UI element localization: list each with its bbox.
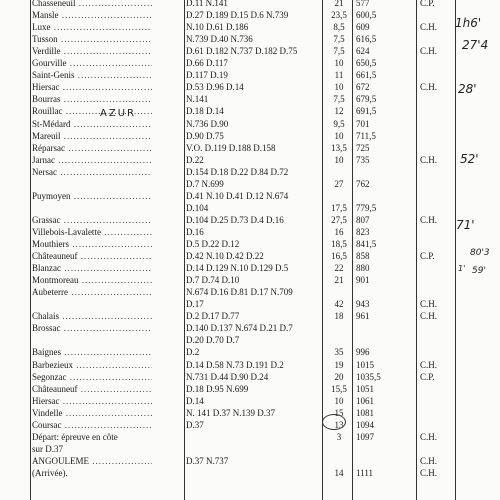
place-name: Baignes ..... — [32, 346, 152, 359]
place-name: Puymoyen ..... — [32, 190, 152, 203]
place-name: Mareuil ..... — [32, 130, 152, 143]
road-numbers: N.736 D.90 — [186, 118, 229, 129]
km-distance: 8,5 — [333, 22, 345, 33]
table-row — [0, 166, 500, 179]
place-name: Saint-Genis ..... — [32, 69, 152, 82]
place-name: Chalais ..... — [32, 310, 152, 323]
handwritten-time: 59' — [472, 266, 486, 276]
observation: C.P. — [420, 0, 435, 8]
km-distance: 16 — [334, 226, 344, 237]
cumulative-km: 762 — [356, 178, 370, 189]
place-name: Mouthiers ..... — [32, 238, 152, 251]
cumulative-km: 701 — [356, 118, 370, 129]
observation: C.P. — [420, 251, 435, 262]
cumulative-km: 1081 — [356, 407, 374, 418]
cumulative-km: 841,5 — [356, 239, 377, 249]
road-numbers: D.61 D.182 N.737 D.182 D.75 — [186, 46, 298, 57]
cumulative-km: 1061 — [356, 395, 374, 406]
observation: C.H. — [420, 359, 438, 370]
road-numbers: D.7 D.74 D.10 — [186, 275, 240, 286]
km-distance: 20 — [334, 371, 344, 382]
km-distance: 17,5 — [331, 202, 347, 213]
table-row — [0, 178, 500, 191]
km-distance: 35 — [334, 347, 344, 358]
observation: C.H. — [420, 22, 438, 33]
cumulative-km: 1035,5 — [356, 371, 381, 382]
cumulative-km: 943 — [356, 299, 370, 310]
place-name: Départ: épreuve en côte — [32, 431, 118, 442]
place-name: (Arrivée). — [32, 467, 68, 478]
place-name: Châteauneuf ..... — [32, 250, 152, 263]
road-numbers: D.18 D.95 N.699 — [186, 383, 249, 394]
table-row — [0, 383, 500, 396]
place-name: Grassac ..... — [32, 214, 152, 227]
handwritten-time: 1' — [458, 264, 466, 273]
km-distance: 13,5 — [331, 142, 347, 153]
table-row — [0, 467, 500, 480]
road-numbers: N.674 D.16 D.81 D.17 N.709 — [186, 287, 293, 298]
cumulative-km: 624 — [356, 46, 370, 57]
km-distance: 42 — [334, 299, 344, 310]
km-distance: 18 — [334, 311, 344, 322]
place-name: sur D.37 — [32, 443, 63, 454]
cumulative-km: 1051 — [356, 383, 374, 394]
observation: C.H. — [420, 311, 438, 322]
place-name: Tusson ..... — [32, 33, 152, 46]
km-distance: 10 — [334, 395, 344, 406]
km-distance: 16,5 — [331, 251, 347, 262]
cumulative-km: 1111 — [356, 467, 373, 478]
table-row — [0, 57, 500, 70]
road-numbers: D.66 D.117 — [186, 58, 228, 69]
table-row — [0, 105, 500, 118]
cumulative-km: 711,5 — [356, 130, 376, 141]
road-numbers: D.14 D.58 N.73 D.191 D.2 — [186, 359, 284, 370]
km-distance: 7,5 — [333, 34, 345, 45]
road-numbers: D.140 D.137 N.674 D.21 D.7 — [186, 323, 293, 334]
cumulative-km: 880 — [356, 263, 370, 274]
km-distance: 10 — [334, 58, 344, 69]
handwritten-time: 27'4 — [462, 38, 489, 52]
place-name: Coursac ..... — [32, 419, 152, 432]
km-distance: 10 — [334, 154, 344, 165]
table-row — [0, 93, 500, 106]
table-row — [0, 190, 500, 203]
table-row — [0, 274, 500, 287]
table-row — [0, 346, 500, 359]
table-row — [0, 142, 500, 155]
place-name: Segonzac ..... — [32, 371, 152, 384]
place-name: Châteauneuf ..... — [32, 383, 152, 396]
table-row — [0, 334, 500, 347]
table-row — [0, 130, 500, 143]
cumulative-km: 725 — [356, 142, 370, 153]
road-numbers: D.42 N.10 D.42 D.22 — [186, 251, 264, 262]
table-row — [0, 9, 500, 22]
km-distance: 13 — [334, 419, 344, 430]
observation: C.H. — [420, 455, 438, 466]
table-row — [0, 45, 500, 58]
km-distance: 27 — [334, 178, 344, 189]
table-row — [0, 262, 500, 275]
cumulative-km: 735 — [356, 154, 370, 165]
observation: C.H. — [420, 214, 438, 225]
place-name: Vindelle ..... — [32, 407, 152, 420]
km-distance: 18,5 — [331, 239, 347, 249]
km-distance: 10 — [334, 130, 344, 141]
table-row — [0, 419, 500, 432]
place-name: St-Médard ..... — [32, 118, 152, 131]
km-distance: 3 — [336, 431, 342, 442]
place-name: Rouillac ..... — [32, 105, 152, 118]
place-name: Blanzac ..... — [32, 262, 152, 275]
road-numbers: D.104 D.25 D.73 D.4 D.16 — [186, 214, 284, 225]
observation: C.H. — [420, 467, 438, 478]
place-name: Mansle ..... — [32, 9, 152, 22]
table-row — [0, 371, 500, 384]
handwritten-azur: AZUR — [100, 108, 136, 119]
road-numbers: D.22 — [186, 154, 204, 165]
road-numbers: D.37 N.737 — [186, 455, 229, 466]
circled-km — [322, 414, 346, 430]
cumulative-km: 672 — [356, 82, 370, 93]
road-numbers: D.11 N.141 — [186, 0, 228, 8]
table-row — [0, 21, 500, 34]
place-name: Villebois-Lavalette ..... — [32, 226, 152, 239]
table-row — [0, 443, 500, 456]
road-numbers: V.O. D.119 D.188 D.158 — [186, 142, 276, 153]
place-name: Barbezieux ..... — [32, 359, 152, 372]
road-numbers: D.16 — [186, 226, 204, 237]
cumulative-km: 807 — [356, 214, 370, 225]
cumulative-km: 858 — [356, 251, 370, 262]
cumulative-km: 577 — [356, 0, 370, 8]
road-numbers: D.27 D.189 D.15 D.6 N.739 — [186, 10, 289, 21]
place-name: Réparsac ..... — [32, 142, 152, 155]
table-row — [0, 154, 500, 167]
cumulative-km: 679,5 — [356, 94, 377, 105]
km-distance: 11 — [334, 70, 344, 81]
handwritten-time: 80'3 — [470, 248, 490, 258]
road-numbers: D.104 — [186, 202, 209, 213]
km-distance: 15 — [334, 407, 344, 418]
table-row — [0, 238, 500, 251]
road-numbers: N.739 D.40 N.736 — [186, 34, 253, 45]
place-name: Luxe ..... — [32, 21, 152, 34]
road-numbers: D.14 — [186, 395, 204, 406]
cumulative-km: 600,5 — [356, 10, 377, 21]
place-name: Verdille ..... — [32, 45, 152, 58]
place-name: Jarnac ..... — [32, 154, 152, 167]
km-distance: 21 — [334, 275, 344, 286]
cumulative-km: 661,5 — [356, 70, 377, 81]
table-row — [0, 250, 500, 263]
observation: C.H. — [420, 82, 438, 93]
cumulative-km: 961 — [356, 311, 370, 322]
road-numbers: D.37 — [186, 419, 204, 430]
road-numbers: D.7 N.699 — [186, 178, 224, 189]
table-row — [0, 33, 500, 46]
table-row — [0, 359, 500, 372]
handwritten-time: 52' — [460, 152, 479, 166]
road-numbers: D.2 D.17 D.77 — [186, 311, 240, 322]
cumulative-km: 1097 — [356, 431, 374, 442]
table-row — [0, 118, 500, 131]
observation: C.H. — [420, 431, 438, 442]
place-name: Gourville ..... — [32, 57, 152, 70]
km-distance: 10 — [334, 82, 344, 93]
road-numbers: D.154 D.18 D.22 D.84 D.72 — [186, 166, 289, 177]
place-name: Aubeterre ..... — [32, 286, 152, 299]
road-numbers: D.17 — [186, 299, 204, 310]
km-distance: 7,5 — [333, 46, 345, 57]
road-numbers: D.20 D.70 D.7 — [186, 335, 240, 346]
place-name: Nersac ..... — [32, 166, 152, 179]
cumulative-km: 616,5 — [356, 34, 377, 45]
cumulative-km: 1094 — [356, 419, 374, 430]
table-row — [0, 214, 500, 227]
cumulative-km: 650,5 — [356, 58, 377, 69]
observation: C.H. — [420, 299, 438, 310]
table-row — [0, 322, 500, 335]
road-numbers: N.10 D.61 D.186 — [186, 22, 249, 33]
place-name: Hiersac ..... — [32, 81, 152, 94]
km-distance: 14 — [334, 467, 344, 478]
cumulative-km: 779,5 — [356, 202, 377, 213]
table-row — [0, 455, 500, 468]
table-row — [0, 431, 500, 444]
table-row — [0, 81, 500, 94]
road-numbers: D.5 D.22 D.12 — [186, 239, 240, 249]
table-row — [0, 286, 500, 299]
table-row — [0, 395, 500, 408]
road-numbers: N.731 D.44 D.90 D.24 — [186, 371, 269, 382]
observation: C.P. — [420, 371, 435, 382]
cumulative-km: 996 — [356, 347, 370, 358]
road-numbers: N. 141 D.37 N.139 D.37 — [186, 407, 275, 418]
place-name: ANGOULEME ..... — [32, 455, 152, 468]
road-numbers: D.117 D.19 — [186, 70, 228, 81]
km-distance: 21 — [334, 0, 344, 8]
cumulative-km: 901 — [356, 275, 370, 286]
table-row — [0, 69, 500, 82]
place-name: Montmoreau ..... — [32, 274, 152, 287]
km-distance: 27,5 — [331, 214, 347, 225]
place-name: Chasseneuil ..... — [32, 0, 152, 10]
observation: C.H. — [420, 46, 438, 57]
km-distance: 7,5 — [333, 94, 345, 105]
road-numbers: D.90 D.75 — [186, 130, 224, 141]
table-row — [0, 202, 500, 215]
km-distance: 15,5 — [331, 383, 347, 394]
table-row — [0, 298, 500, 311]
cumulative-km: 823 — [356, 226, 370, 237]
road-numbers: D.18 D.14 — [186, 106, 224, 117]
road-numbers: D.2 — [186, 347, 200, 358]
road-numbers: N.141 — [186, 94, 209, 105]
road-numbers: D.14 D.129 N.10 D.129 D.5 — [186, 263, 289, 274]
cumulative-km: 609 — [356, 22, 370, 33]
place-name: Hiersac ..... — [32, 395, 152, 408]
handwritten-time: 28' — [458, 82, 477, 96]
table-row — [0, 226, 500, 239]
observation: C.H. — [420, 154, 438, 165]
km-distance: 9,5 — [333, 118, 345, 129]
cumulative-km: 1015 — [356, 359, 374, 370]
km-distance: 23,5 — [331, 10, 347, 21]
table-row — [0, 407, 500, 420]
km-distance: 19 — [334, 359, 344, 370]
cumulative-km: 691,5 — [356, 106, 377, 117]
km-distance: 12 — [334, 106, 344, 117]
road-numbers: D.53 D.96 D.14 — [186, 82, 244, 93]
table-row — [0, 310, 500, 323]
handwritten-time: 71' — [456, 218, 475, 232]
handwritten-time: 1h6' — [455, 16, 482, 30]
road-numbers: D.41 N.10 D.41 D.12 N.674 — [186, 190, 289, 201]
km-distance: 22 — [334, 263, 344, 274]
place-name: Bourras ..... — [32, 93, 152, 106]
place-name: Brossac ..... — [32, 322, 152, 335]
